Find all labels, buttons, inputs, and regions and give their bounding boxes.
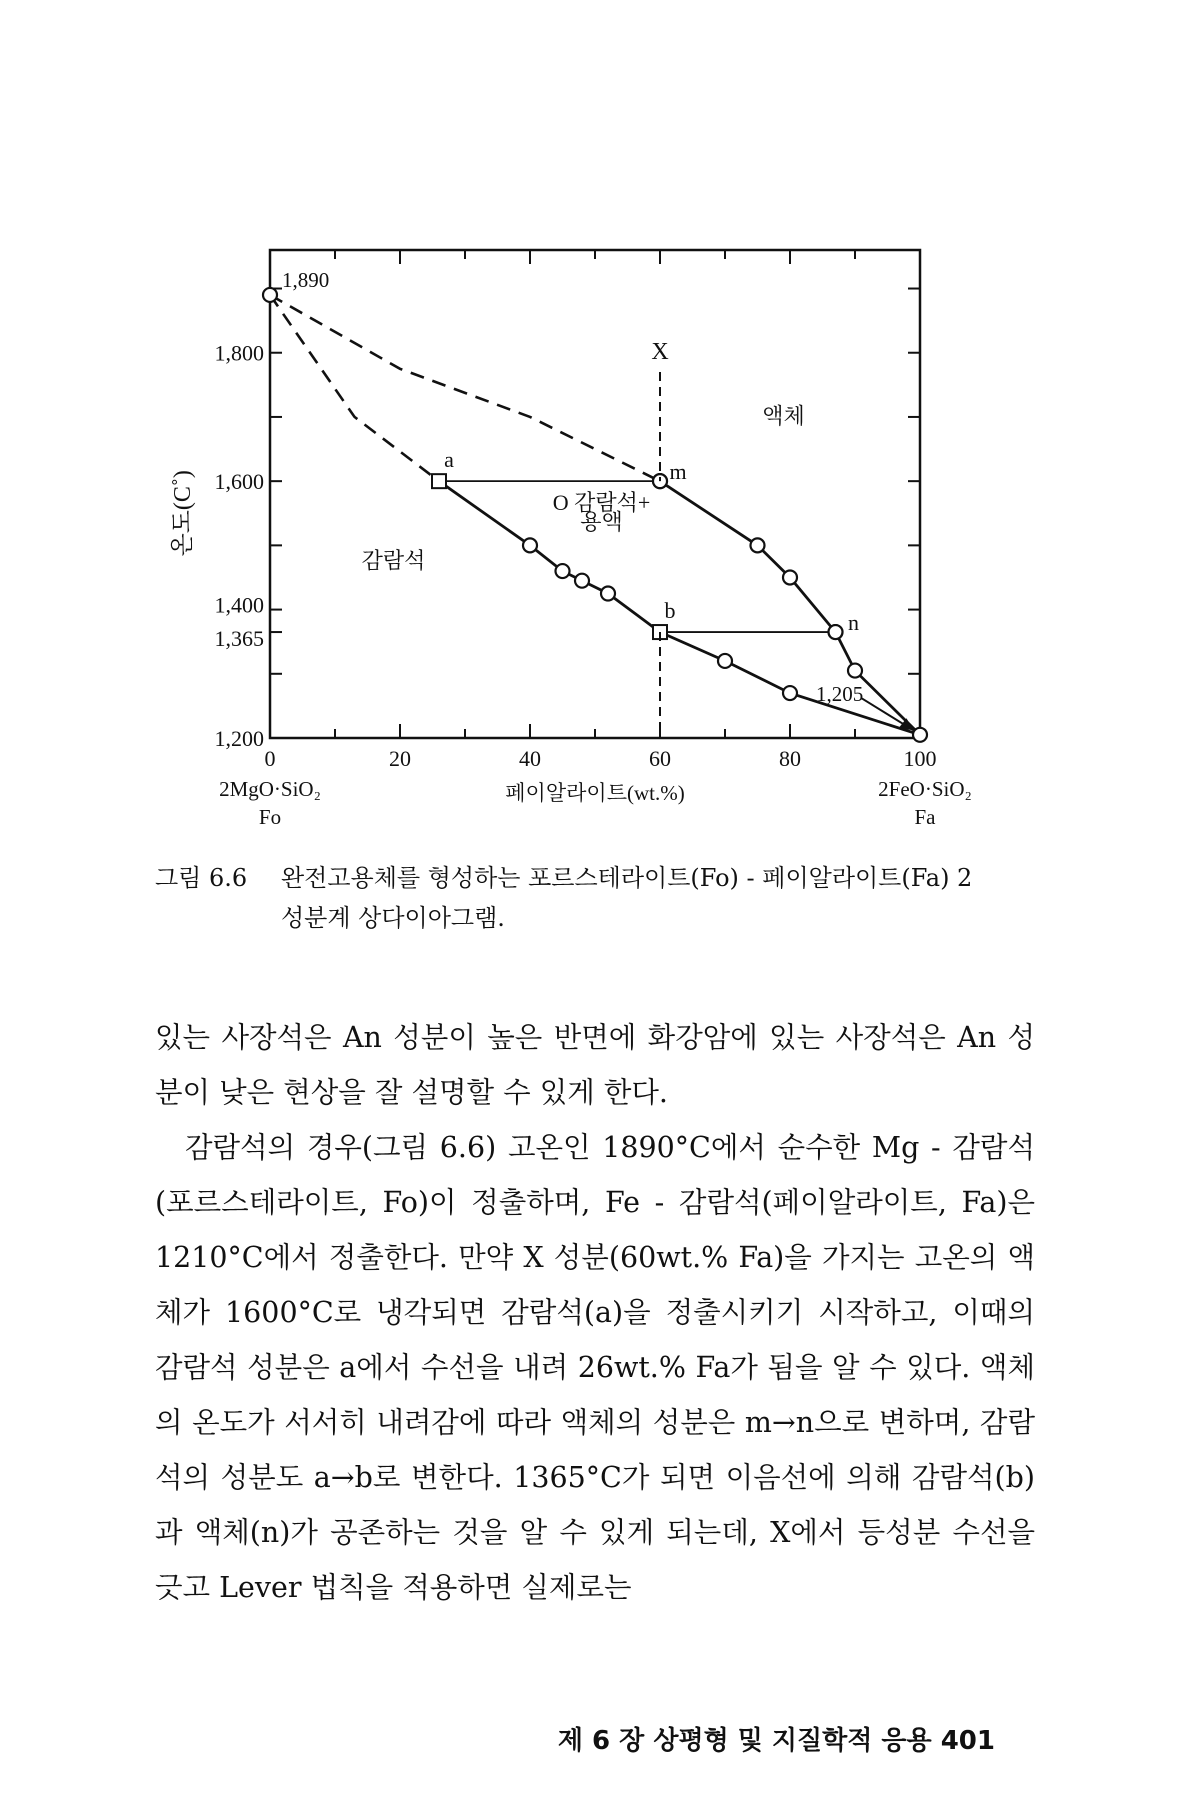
data-point-liquidus — [783, 570, 797, 584]
tie-label-b: b — [664, 598, 676, 624]
tie-point-liquid — [829, 625, 843, 639]
data-point-solidus — [718, 654, 732, 668]
curve-liquidus-dashed — [270, 295, 660, 481]
y-tick-label: 1,365 — [214, 626, 264, 652]
data-point-solidus — [523, 538, 537, 552]
x-end-label-left-formula: 2MgO·SiO₂ — [219, 777, 321, 801]
endpoint-marker — [263, 288, 277, 302]
y-tick-label: 1,800 — [214, 340, 264, 366]
caption-line-2: 성분계 상다이아그램. — [281, 904, 505, 932]
data-point-solidus — [575, 574, 589, 588]
x-end-label-left-abbr: Fo — [258, 805, 282, 829]
phase-diagram — [0, 0, 1200, 850]
curve-solidus-dashed — [270, 295, 439, 481]
y-tick-label: 1,200 — [214, 726, 264, 751]
x-tick-label: 80 — [779, 746, 801, 771]
caption-number: 그림 6.6 — [155, 864, 248, 892]
x-end-label-right-formula: 2FeO·SiO₂ — [878, 777, 972, 801]
y-tick-label: 1,400 — [214, 592, 264, 618]
body-text — [155, 1010, 1035, 1615]
data-point-liquidus — [751, 538, 765, 552]
y-axis-label: 온도(C˚) — [170, 470, 196, 557]
caption-line-1: 완전고용체를 형성하는 포르스테라이트(Fo) - 페이알라이트(Fa) 2 — [281, 864, 973, 892]
x-tick-label: 100 — [903, 746, 937, 771]
region-label-liquid: 액체 — [762, 403, 805, 429]
y-tick-label: 1,600 — [214, 469, 264, 495]
x-axis-label: 페이알라이트(wt.%) — [505, 781, 685, 805]
tie-label-n: n — [848, 610, 859, 636]
x-tick-label: 40 — [519, 746, 541, 771]
endpoint-label-top: 1,890 — [282, 267, 330, 292]
isopleth-label: X — [651, 339, 669, 366]
caption-text — [281, 858, 1031, 938]
region-label-two-phase-1: O 감람석+ — [552, 490, 651, 516]
data-point-solidus — [556, 564, 570, 578]
data-point-solidus — [783, 686, 797, 700]
region-label-solid: 감람석 — [361, 547, 426, 573]
x-tick-label: 60 — [649, 746, 671, 771]
tie-label-a: a — [444, 447, 454, 473]
x-tick-label: 0 — [264, 746, 276, 771]
data-point-solidus — [601, 587, 615, 601]
x-end-label-right-abbr: Fa — [914, 805, 936, 829]
tie-point-solid — [432, 474, 446, 488]
endpoint-label-bottom: 1,205 — [816, 682, 864, 707]
region-label-two-phase-2: 용액 — [580, 509, 623, 535]
tie-label-m: m — [669, 459, 687, 485]
endpoint-marker — [913, 728, 927, 742]
data-point-liquidus — [848, 664, 862, 678]
x-tick-label: 20 — [389, 746, 411, 771]
paragraph-1: 있는 사장석은 An 성분이 높은 반면에 화강암에 있는 사장석은 An 성분이 낮은 현상을 잘 설명할 수 있게 한다. — [155, 1021, 1035, 1109]
paragraph-2: 감람석의 경우(그림 6.6) 고온인 1890°C에서 순수한 Mg - 감람석(포르스테라이트, Fo)이 정출하며, Fe - 감람석(페이알라이트, Fa)은 1210°C에서 정출한다. 만약 X 성분(60wt.% Fa)을 가지는 고온의 액체가 1600°C로 냉각되면 감람석(a)을 정출시키기 시작하고, 이때의 감람석 성분은 a에서 수선을 내려 26wt.% Fa가 됨을 알 수 있다. 액체의 온도가 서서히 내려감에 따라 액체의 성분은 m→n으로 변하며, 감람석의 성분도 a→b로 변한다. 1365°C가 되면 이음선에 의해 감람석(b)과 액체(n)가 공존하는 것을 알 수 있게 되는데, X에서 등성분 수선을 긋고 Lever 법칙을 적용하면 실제로는 — [155, 1131, 1035, 1604]
page-footer: 제 6 장 상평형 및 지질학적 응용 401 — [557, 1726, 995, 1756]
